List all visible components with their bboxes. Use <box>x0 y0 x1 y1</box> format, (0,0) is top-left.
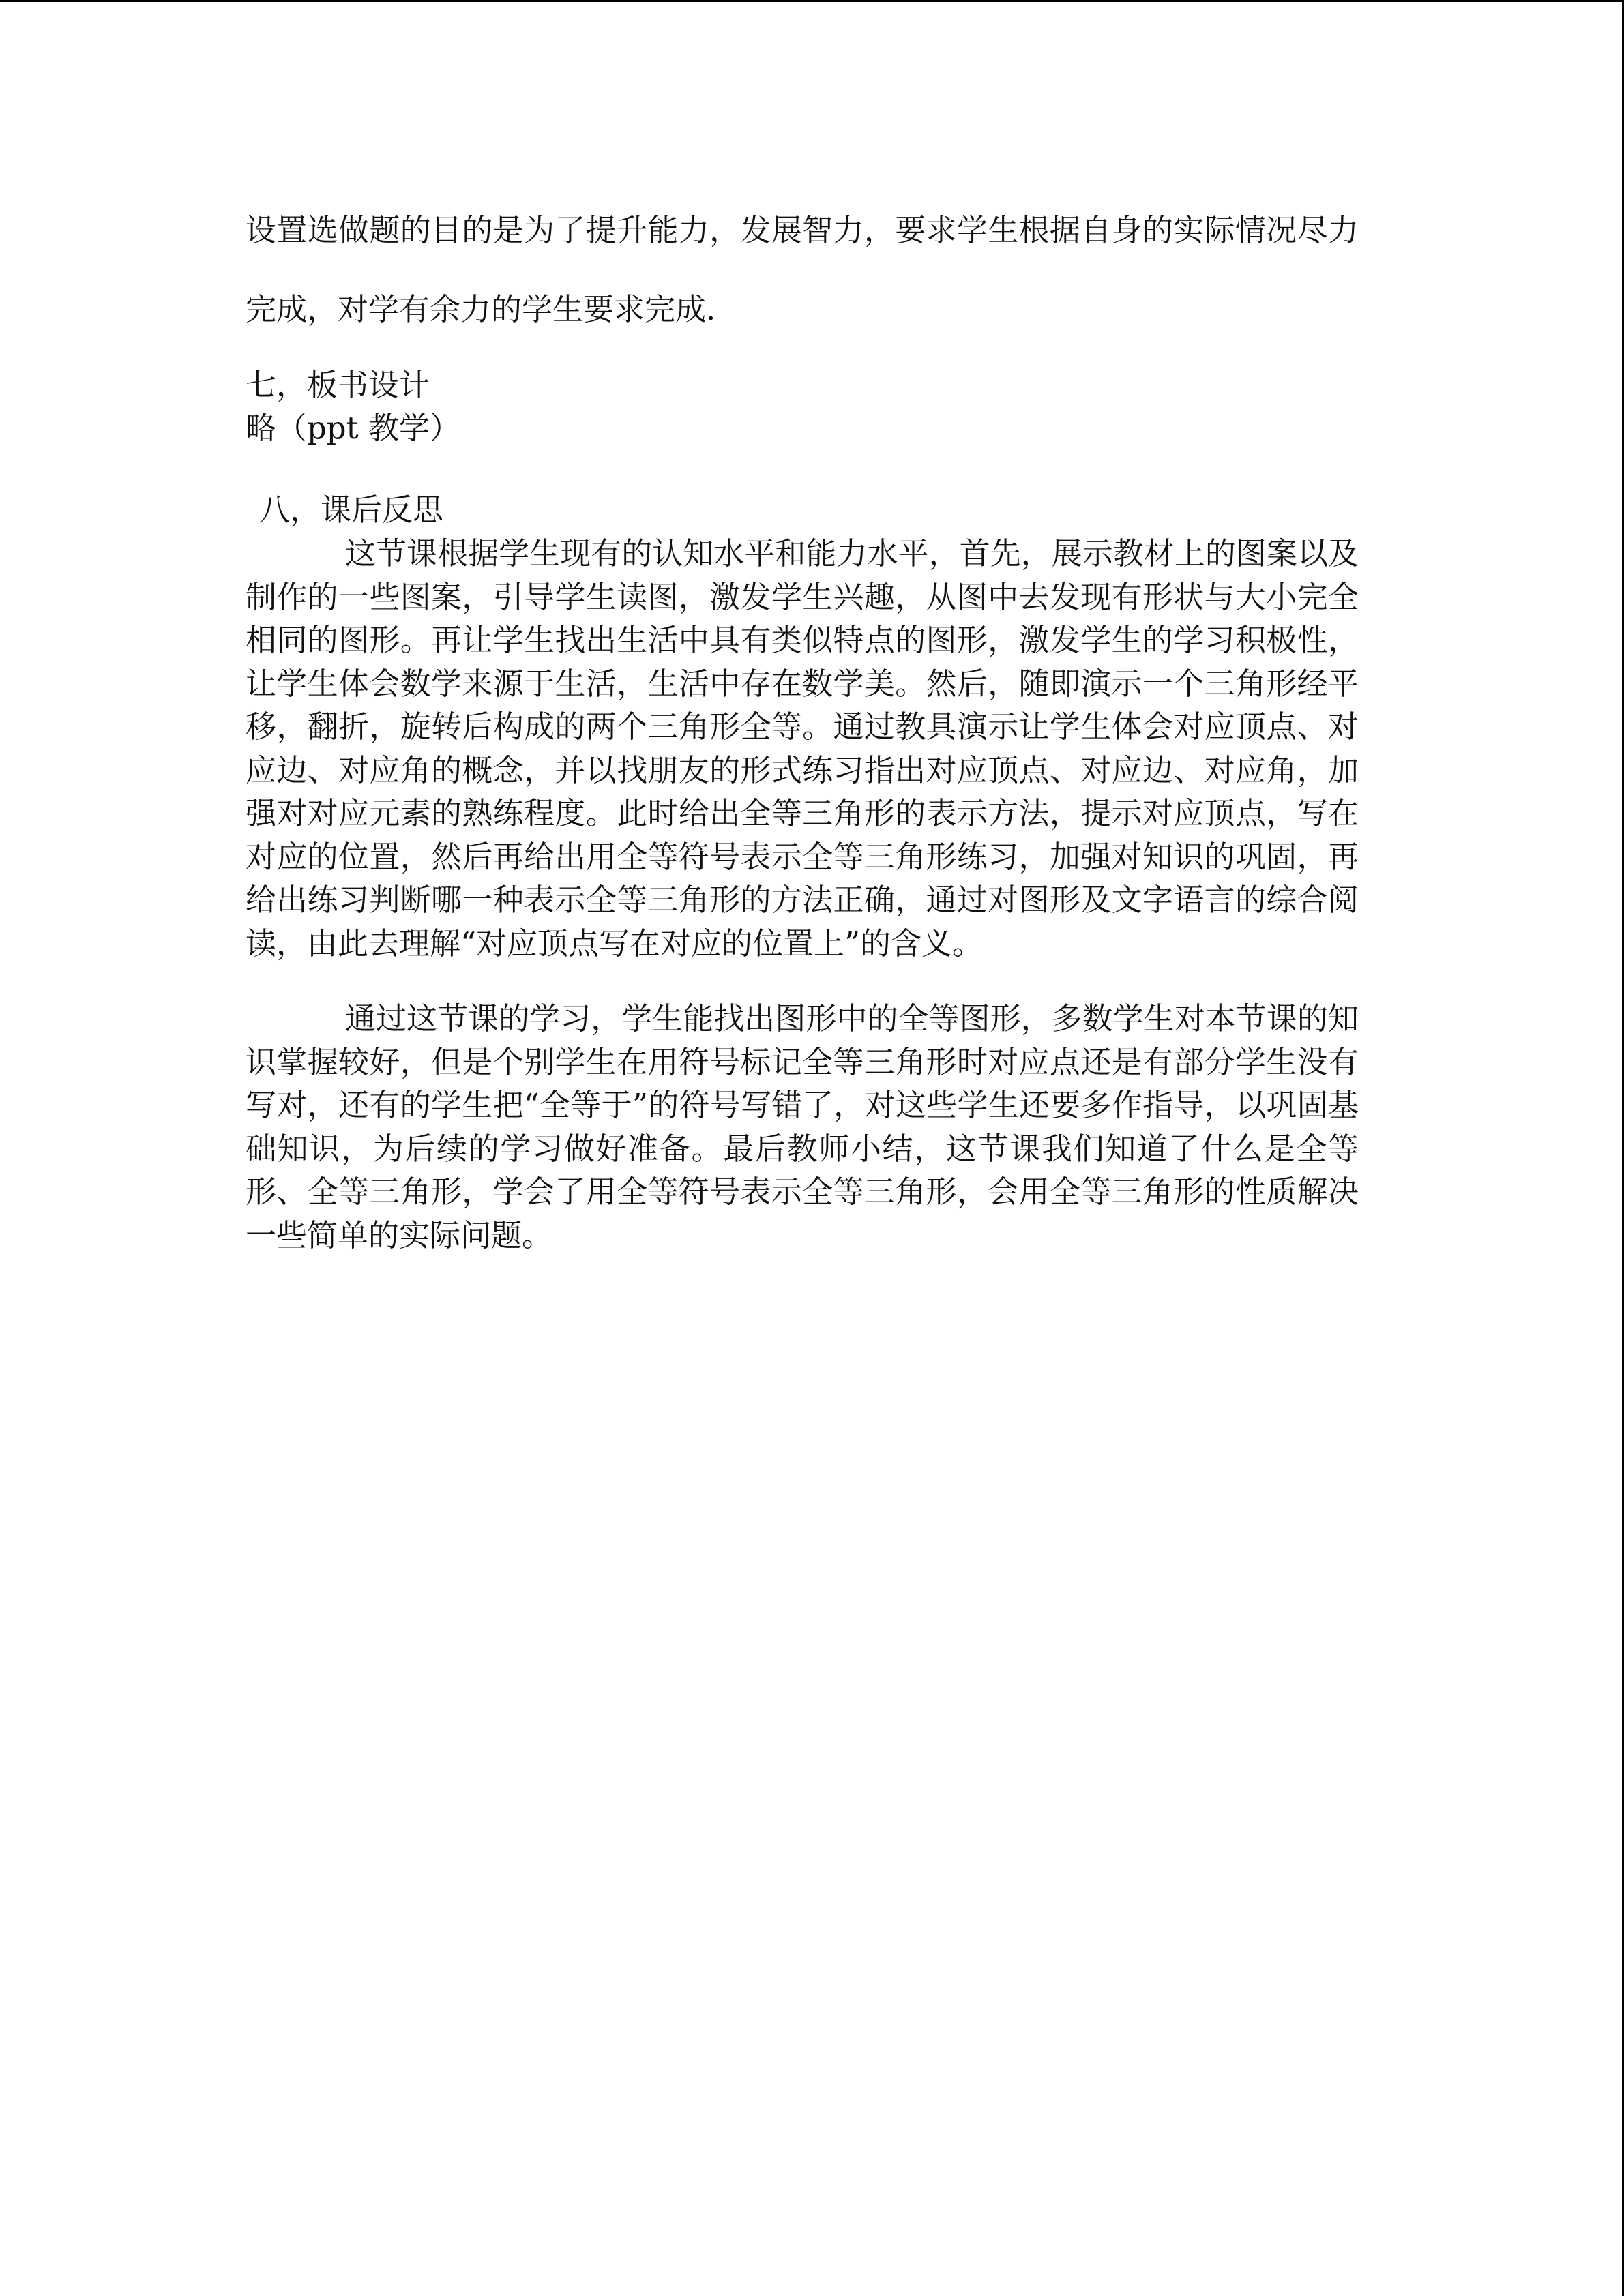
section8-paragraph-1: 这节课根据学生现有的认知水平和能力水平，首先，展示教材上的图案以及制作的一些图案，引导学生读图，激发学生兴趣，从图中去发现有形状与大小完全相同的图形。再让学生找出生活中具有类似特点的图形，激发学生的学习积极性，让学生体会数学来源于生活，生活中存在数学美。然后，随即演示一个三角形经平移，翻折，旋转后构成的两个三角形全等。通过教具演示让学生体会对应顶点、对应边、对应角的概念，并以找朋友的形式练习指出对应顶点、对应边、对应角，加强对对应元素的熟练程度。此时给出全等三角形的表示方法，提示对应顶点，写在对应的位置，然后再给出用全等符号表示全等三角形练习，加强对知识的巩固，再给出练习判断哪一种表示全等三角形的方法正确，通过对图形及文字语言的综合阅读，由此去理解“对应顶点写在对应的位置上”的含义。 <box>246 535 1359 961</box>
intro-paragraph: 设置选做题的目的是为了提升能力，发展智力，要求学生根据自身的实际情况尽力完成，对学有余力的学生要求完成. <box>246 212 1359 327</box>
section8-paragraph-2: 通过这节课的学习，学生能找出图形中的全等图形，多数学生对本节课的知识掌握较好，但是个别学生在用符号标记全等三角形时对应点还是有部分学生没有写对，还有的学生把“全等于”的符号写错了，对这些学生还要多作指导，以巩固基础知识，为后续的学习做好准备。最后教师小结，这节课我们知道了什么是全等形、全等三角形，学会了用全等符号表示全等三角形，会用全等三角形的性质解决一些简单的实际问题。 <box>246 1000 1359 1253</box>
section8-heading: 八，课后反思 <box>259 492 444 528</box>
section7-content: 略（ppt 教学） <box>246 410 461 446</box>
section7-heading: 七，板书设计 <box>246 367 430 403</box>
